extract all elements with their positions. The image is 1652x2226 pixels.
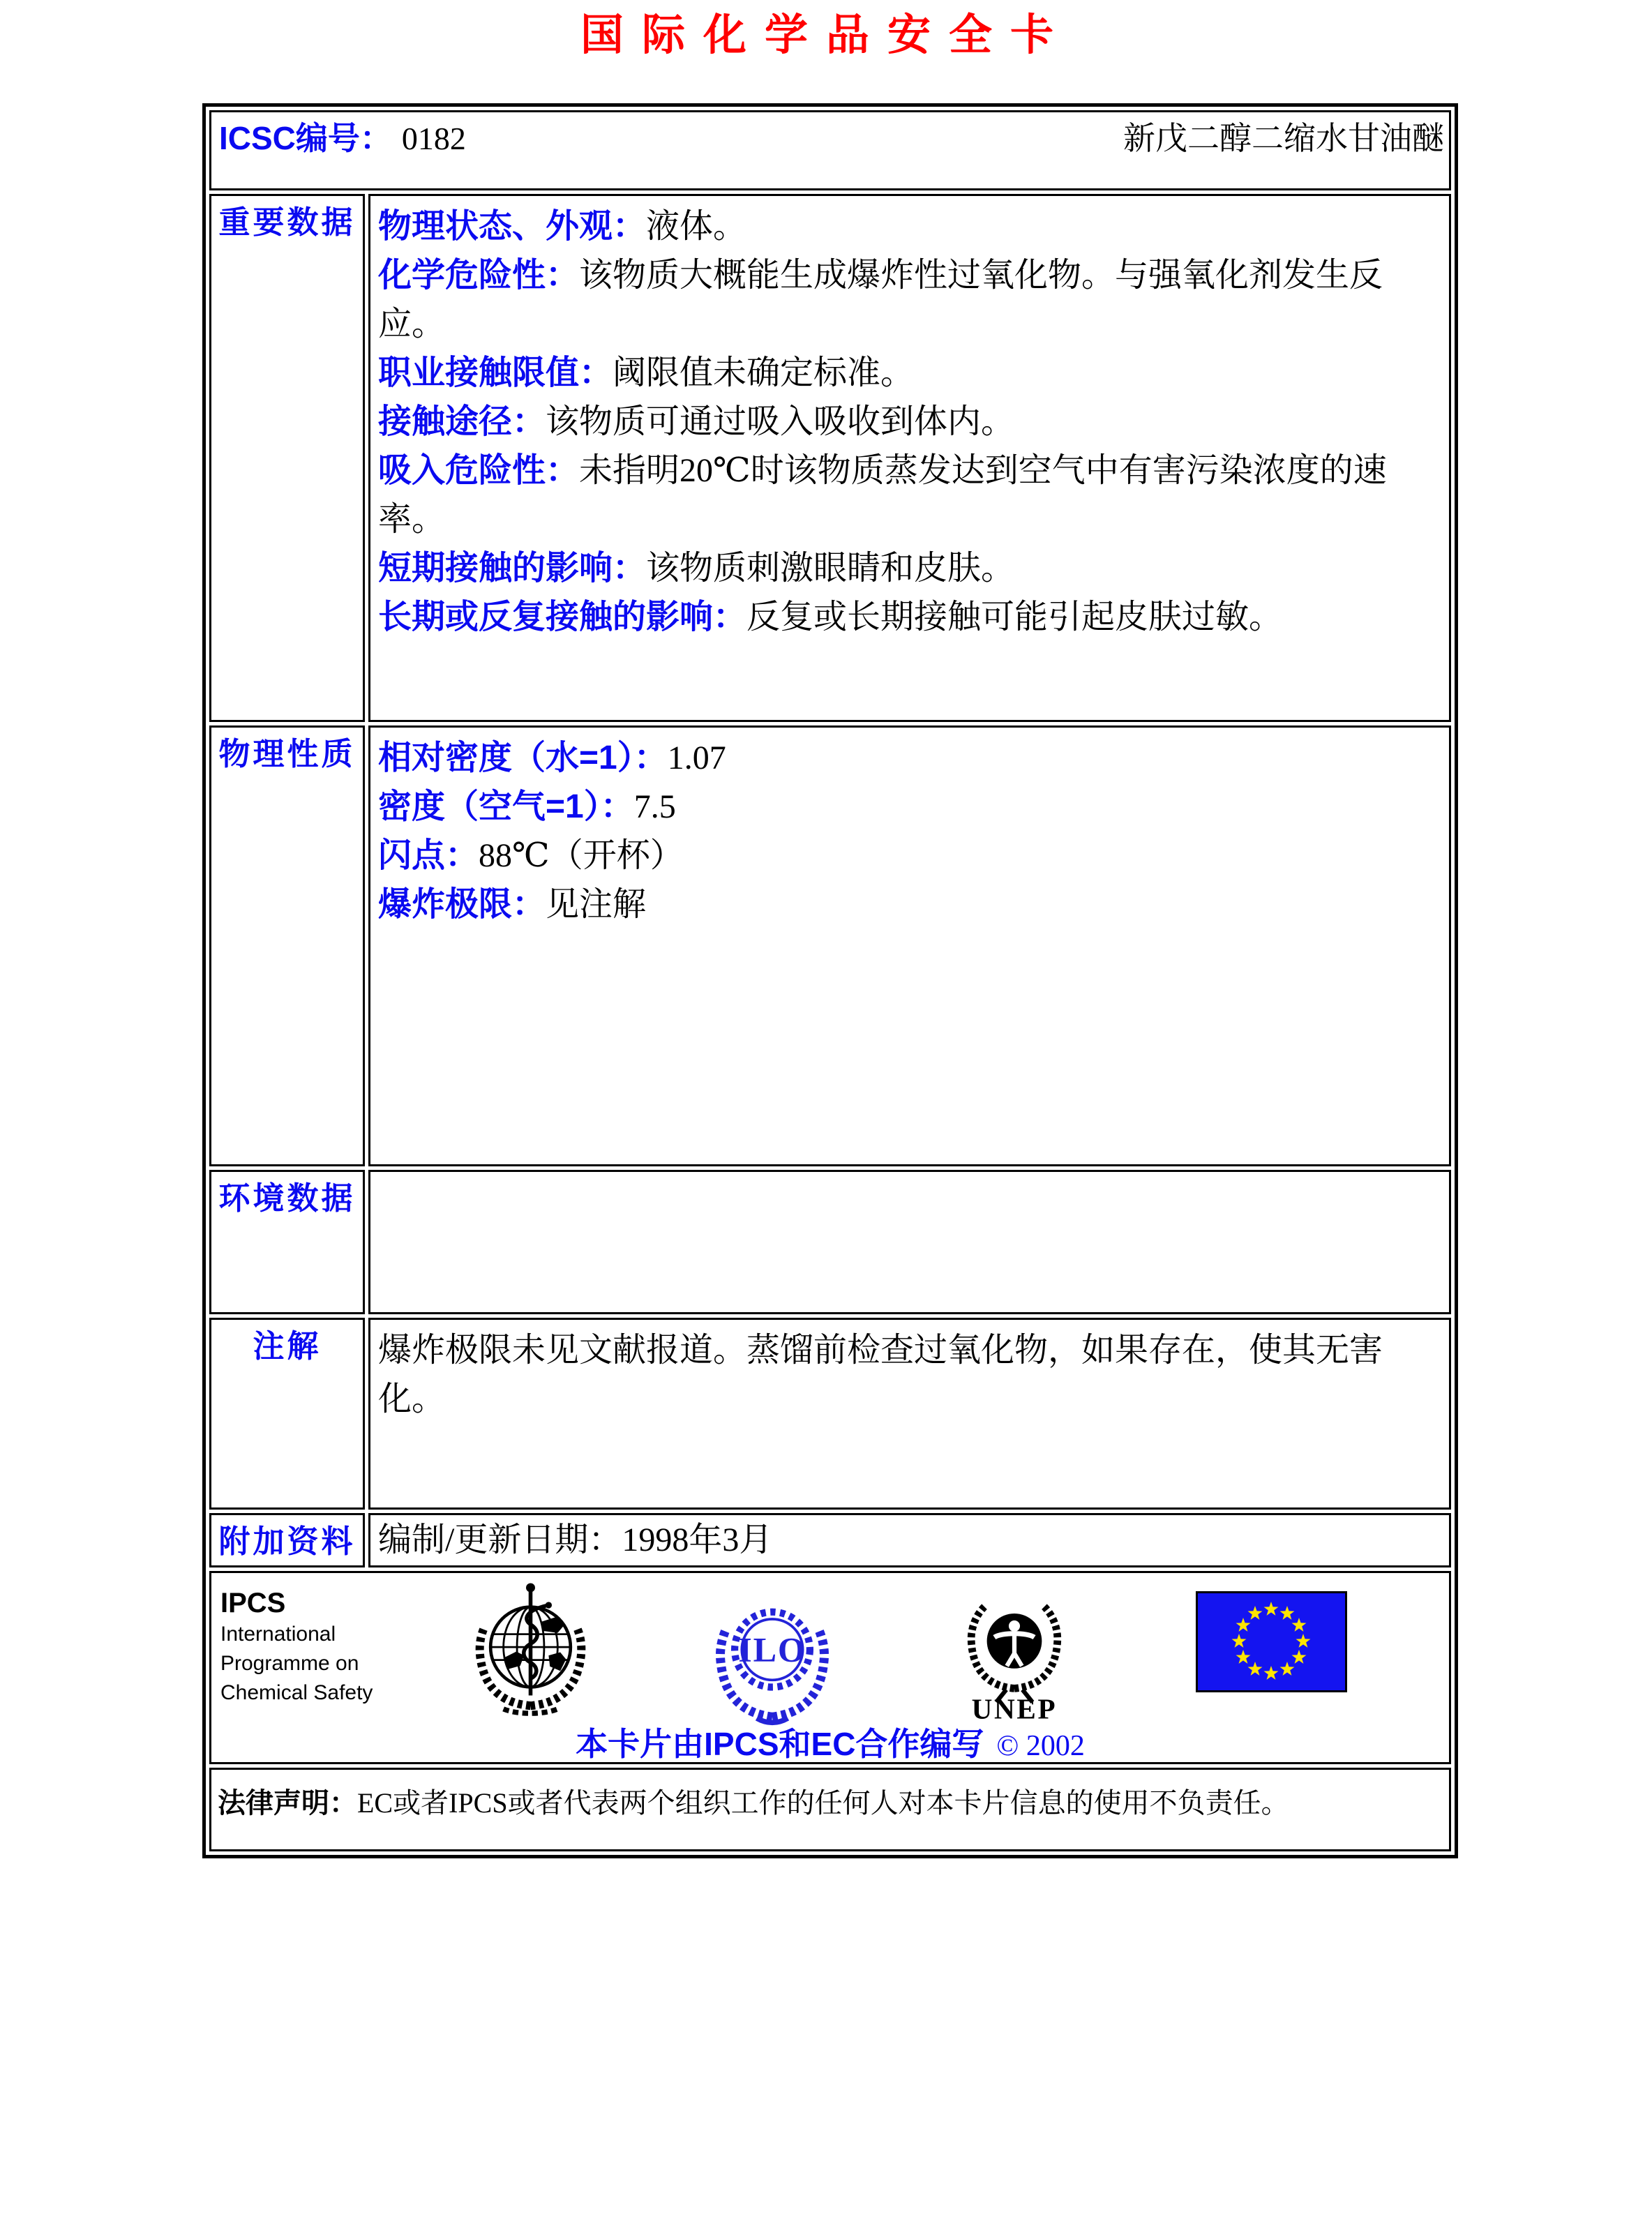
field-label: 接触途径：	[378, 403, 546, 440]
notes-text: 爆炸极限未见文献报道。蒸馏前检查过氧化物，如果存在，使其无害化。	[378, 1332, 1383, 1417]
field-label: 爆炸极限：	[378, 886, 546, 923]
data-line	[378, 251, 1411, 349]
field-label: 物理状态、外观：	[378, 208, 647, 245]
row-label-environmental-data: 环境数据	[209, 1170, 365, 1314]
physical-properties-cell	[368, 725, 1451, 1166]
chemical-name: 新戊二醇二缩水甘油醚	[1123, 121, 1444, 156]
row-label-important-data: 重要数据	[209, 194, 365, 722]
ilo-monogram: ILO	[738, 1630, 806, 1669]
ipcs-subtitle-line: International	[220, 1623, 336, 1646]
data-line	[378, 544, 1411, 593]
additional-info-row	[209, 1513, 1451, 1567]
legal-row	[209, 1768, 1451, 1851]
environmental-data-row	[209, 1170, 1451, 1314]
icsc-card-table	[202, 103, 1458, 1858]
important-data-row	[209, 194, 1451, 722]
legal-label: 法律声明：	[218, 1788, 357, 1819]
row-label-notes: 注解	[209, 1318, 365, 1510]
field-value: 该物质可通过吸入吸收到体内。	[546, 403, 1015, 440]
important-data-cell	[368, 194, 1451, 722]
credit-text: 本卡片由IPCS和EC合作编写	[576, 1726, 984, 1762]
logos-row	[209, 1571, 1451, 1764]
card-header-row	[209, 110, 1451, 190]
physical-properties-row	[209, 725, 1451, 1166]
data-line	[378, 202, 1411, 251]
field-value: 7.5	[633, 788, 676, 825]
field-value: 88℃（开杯）	[479, 837, 684, 874]
data-line	[378, 880, 1411, 929]
field-value: 液体。	[646, 208, 747, 245]
field-value: 1.07	[667, 739, 726, 776]
environmental-data-cell	[368, 1170, 1451, 1314]
field-label: 短期接触的影响：	[378, 550, 647, 587]
eu-flag-icon	[1196, 1591, 1347, 1696]
row-label-physical-properties: 物理性质	[209, 725, 365, 1166]
icsc-number-value: 0182	[401, 121, 466, 156]
field-value: 反复或长期接触可能引起皮肤过敏。	[746, 599, 1283, 636]
field-label: 吸入危险性：	[378, 452, 580, 489]
ipcs-subtitle-line: Chemical Safety	[220, 1681, 373, 1704]
additional-info-cell	[368, 1513, 1451, 1567]
icsc-number	[219, 113, 466, 159]
field-label: 化学危险性：	[378, 257, 580, 294]
who-logo-icon	[466, 1578, 595, 1721]
field-label: 闪点：	[378, 837, 479, 874]
additional-info-text: 编制/更新日期：1998年3月	[378, 1521, 773, 1558]
notes-row	[209, 1318, 1451, 1510]
logos-cell	[209, 1571, 1451, 1764]
legal-text: EC或者IPCS或者代表两个组织工作的任何人对本卡片信息的使用不负责任。	[357, 1787, 1289, 1819]
data-line	[378, 783, 1411, 832]
field-value: 该物质刺激眼睛和皮肤。	[646, 550, 1015, 587]
data-line	[378, 593, 1411, 642]
field-value: 未指明20℃时该物质蒸发达到空气中有害污染浓度的速率。	[378, 452, 1387, 538]
field-value: 阈限值未确定标准。	[613, 354, 915, 391]
ipcs-acronym: IPCS	[220, 1588, 286, 1618]
data-line	[378, 734, 1411, 783]
data-line	[378, 398, 1411, 446]
field-value: 该物质大概能生成爆炸性过氧化物。与强氧化剂发生反应。	[378, 257, 1383, 343]
credit-line	[212, 1719, 1448, 1765]
field-value: 见注解	[546, 886, 647, 923]
icsc-number-label: ICSC编号：	[219, 120, 392, 156]
field-label: 职业接触限值：	[378, 354, 613, 391]
notes-cell	[368, 1318, 1451, 1510]
data-line	[378, 349, 1411, 398]
data-line	[378, 446, 1411, 544]
legal-cell	[209, 1768, 1451, 1851]
field-label: 密度（空气=1）：	[378, 788, 634, 825]
ilo-logo-icon	[707, 1582, 837, 1732]
ipcs-text-block	[220, 1586, 373, 1708]
data-line	[378, 832, 1411, 880]
environmental-data-text	[371, 1173, 1411, 1178]
row-label-additional-info: 附加资料	[209, 1513, 365, 1567]
unep-logo-icon	[955, 1581, 1074, 1727]
unep-wordmark: UNEP	[971, 1692, 1058, 1724]
ipcs-subtitle-line: Programme on	[220, 1652, 359, 1675]
page-title: 国际化学品安全卡	[580, 11, 1072, 59]
card-header-cell	[209, 110, 1451, 190]
field-label: 长期或反复接触的影响：	[378, 599, 747, 636]
field-label: 相对密度（水=1）：	[378, 739, 668, 776]
copyright-text: © 2002	[996, 1730, 1085, 1762]
